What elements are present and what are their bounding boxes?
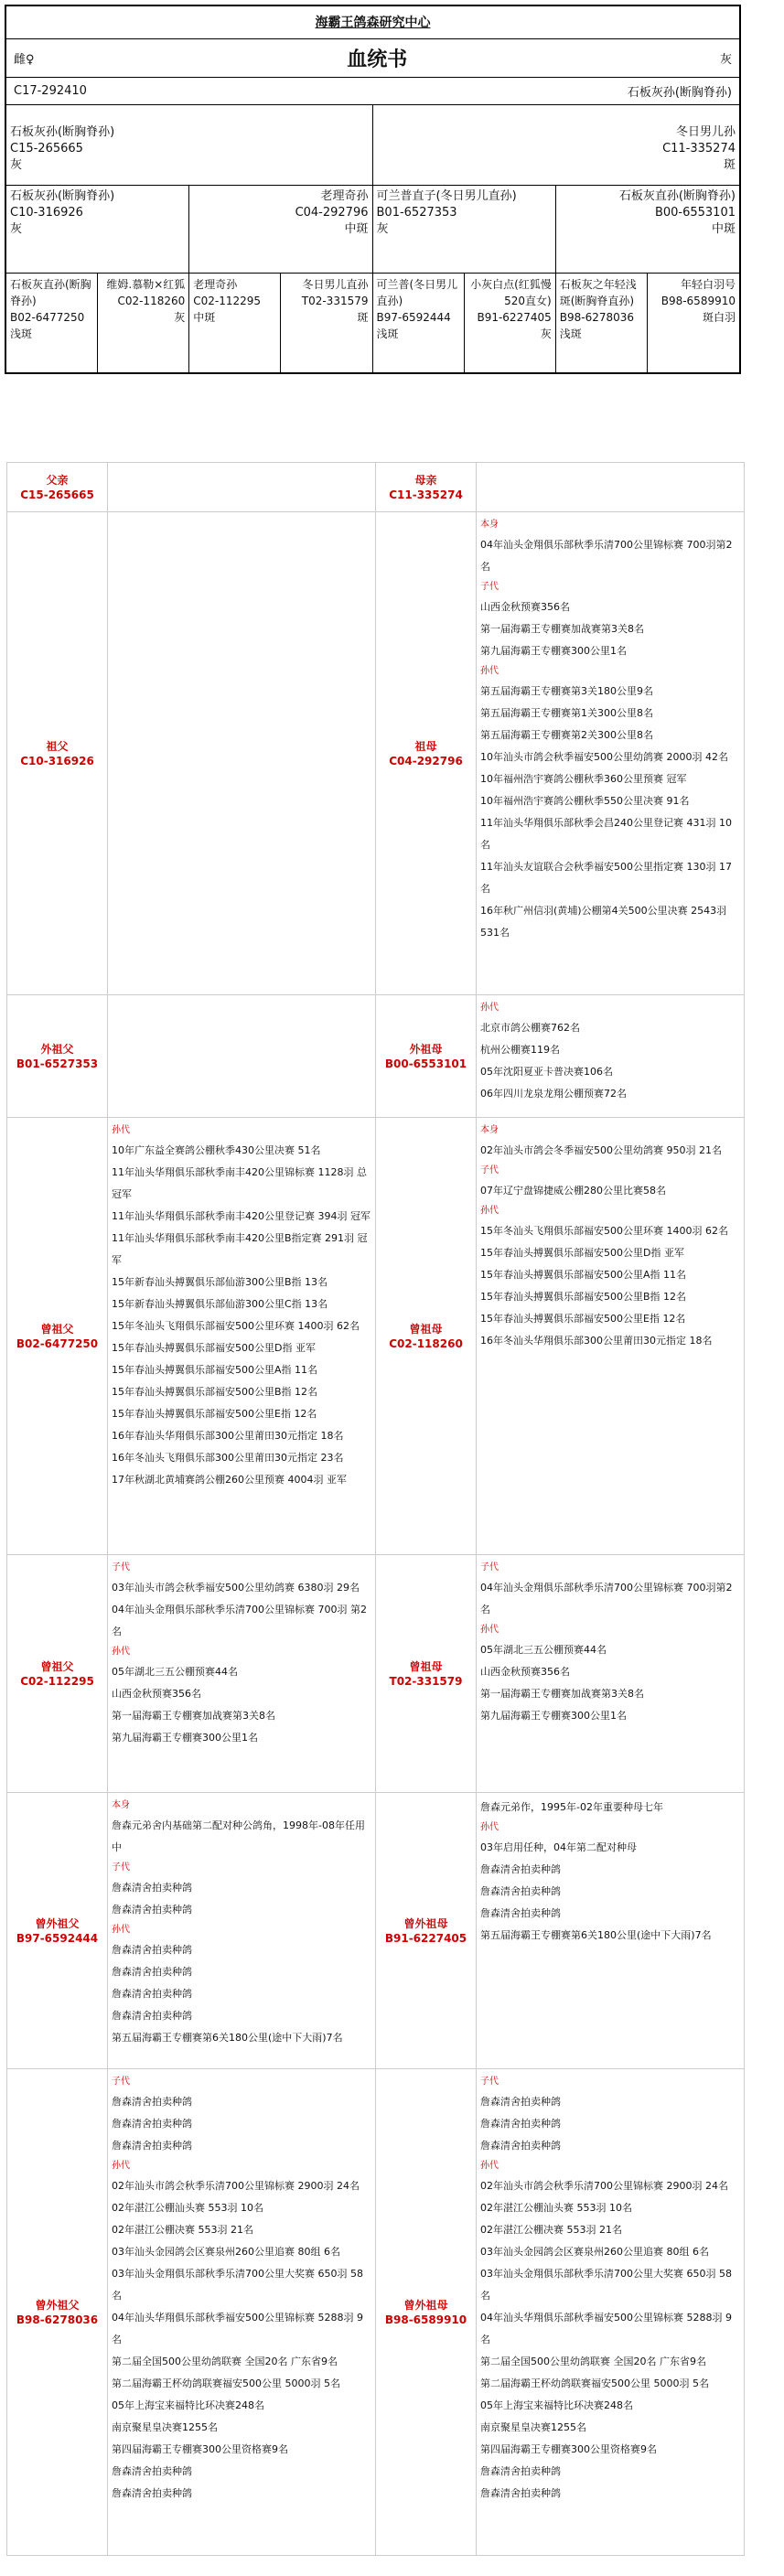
org-name: 海霸王鸽森研究中心: [6, 6, 739, 39]
achievement-item: 04年汕头华翔俱乐部秋季福安500公里锦标赛 5288羽 9名: [112, 2312, 363, 2345]
achievement-item: 詹森清舍拍卖种鸽: [112, 2465, 192, 2477]
achievement-item: 16年冬汕头华翔俱乐部300公里莆田30元指定 18名: [480, 1335, 713, 1347]
achievement-cell: [477, 1793, 745, 2069]
achievement-item: 詹森清舍拍卖种鸽: [112, 2118, 192, 2130]
achievement-cell: [108, 2069, 376, 2556]
achievement-row: [7, 1118, 745, 1555]
achievement-item: 15年春汕头搏翼俱乐部福安500公里E指 12名: [112, 1408, 317, 1420]
achievement-cell: [477, 1555, 745, 1793]
achievement-item: 第五届海霸王专棚赛第6关180公里(途中下大雨)7名: [112, 2032, 343, 2044]
achievement-item: 第五届海霸王专棚赛第1关300公里8名: [480, 707, 653, 719]
achievement-item: 05年上海宝来福特比环决赛248名: [480, 2399, 633, 2411]
achievement-item: 10年汕头市鸽会秋季福安500公里幼鸽赛 2000羽 42名: [480, 751, 728, 763]
achievement-item: 02年汕头市鸽会冬季福安500公里幼鸽赛 950羽 21名: [480, 1144, 722, 1156]
achievement-item: 第九届海霸王专棚赛300公里1名: [480, 1710, 627, 1722]
header-row: [6, 39, 739, 78]
sire-cell: 石板灰孙(断胸脊孙) C15-265665 灰: [6, 105, 373, 185]
section-label: 孙代: [112, 1925, 130, 1935]
achievement-item: 南京聚星皇决赛1255名: [112, 2421, 218, 2433]
section-label: 子代: [480, 1165, 499, 1175]
gen3-cell: 维姆.慕勒×红狐 C02-118260 灰: [98, 274, 189, 372]
achievement-item: 02年汕头市鸽会秋季乐清700公里锦标赛 2900羽 24名: [112, 2180, 360, 2192]
gen1-row: [6, 105, 739, 186]
section-label: 子代: [112, 1562, 130, 1572]
ancestor-ring: B98-6278036: [16, 2313, 99, 2326]
achievement-row: [7, 1793, 745, 2069]
achievement-item: 05年沈阳夏亚卡普决赛106名: [480, 1066, 613, 1078]
ancestor-role: 曾外祖母: [403, 2298, 448, 2312]
achievement-item: 04年汕头金翔俱乐部秋季乐清700公里锦标赛 700羽第2名: [480, 539, 733, 573]
ancestor-ring: C11-335274: [389, 488, 463, 501]
ancestor-name-cell: [376, 2069, 477, 2556]
achievement-item: 詹森清舍拍卖种鸽: [112, 2487, 192, 2499]
gen3-cell: 石板灰之年轻浅斑(断胸脊直孙) B98-6278036 浅斑: [556, 274, 648, 372]
ancestor-role: 父亲: [46, 473, 69, 487]
achievement-item: 詹森清舍拍卖种鸽: [480, 1863, 561, 1875]
gen3-cell: 老理奇孙 C02-112295 中斑: [189, 274, 281, 372]
ancestor-role: 曾外祖母: [403, 1916, 448, 1930]
achievement-row: [7, 2069, 745, 2556]
achievement-item: 04年汕头金翔俱乐部秋季乐清700公里锦标赛 700羽 第2名: [112, 1604, 367, 1637]
ancestor-role: 曾外祖父: [35, 1916, 80, 1930]
achievement-item: 11年汕头华翔俱乐部秋季南丰420公里B指定赛 291羽 冠军: [112, 1232, 368, 1266]
ancestor-role: 曾祖母: [409, 1659, 443, 1673]
achievement-item: 詹森清舍拍卖种鸽: [112, 1988, 192, 2000]
granddam-maternal-cell: 石板灰直孙(断胸脊孙) B00-6553101 中斑: [618, 189, 736, 236]
doc-title: 血统书: [347, 48, 408, 71]
ancestor-name-cell: [376, 1793, 477, 2069]
achievement-row: [7, 995, 745, 1118]
achievement-item: 第四届海霸王专棚赛300公里资格赛9名: [112, 2443, 288, 2455]
ancestor-ring: B97-6592444: [16, 1931, 99, 1945]
achievement-cell: [477, 995, 745, 1118]
ancestor-ring: T02-331579: [389, 1674, 463, 1688]
achievement-item: 第九届海霸王专棚赛300公里1名: [480, 645, 627, 657]
achievement-item: 詹森清舍拍卖种鸽: [480, 2118, 561, 2130]
achievement-item: 15年春汕头搏翼俱乐部福安500公里D指 亚军: [112, 1342, 316, 1354]
ancestor-name-cell: [7, 2069, 108, 2556]
ancestor-name-cell: [7, 512, 108, 995]
grandsire-paternal-cell: 石板灰孙(断胸脊孙) C10-316926 灰: [6, 186, 189, 273]
achievement-cell: [477, 1118, 745, 1555]
section-label: 本身: [112, 1800, 130, 1810]
achievement-item: 詹森清舍拍卖种鸽: [480, 1907, 561, 1919]
section-label: 本身: [480, 1125, 499, 1135]
achievement-item: 詹森清舍拍卖种鸽: [480, 2096, 561, 2108]
achievement-item: 北京市鸽公棚赛762名: [480, 1022, 580, 1034]
achievement-item: 詹森清舍拍卖种鸽: [112, 2140, 192, 2152]
section-label: 子代: [112, 2077, 130, 2087]
achievement-item: 杭州公棚赛119名: [480, 1044, 560, 1056]
achievement-item: 11年汕头友谊联合会秋季福安500公里指定赛 130羽 17名: [480, 861, 732, 895]
achievement-item: 07年辽宁盘锦捷威公棚280公里比赛58名: [480, 1185, 666, 1197]
grandsire-maternal-cell: 可兰普直子(冬日男儿直孙) B01-6527353 灰: [373, 186, 556, 273]
achievement-item: 15年春汕头搏翼俱乐部福安500公里A指 11名: [480, 1269, 687, 1281]
achievement-item: 15年新春汕头搏翼俱乐部仙游300公里C指 13名: [112, 1298, 328, 1310]
achievement-item: 03年启用任种，04年第二配对种母: [480, 1841, 637, 1853]
section-label: 孙代: [480, 1206, 499, 1216]
achievement-row: [7, 1555, 745, 1793]
achievement-item: 第二届海霸王杯幼鸽联赛福安500公里 5000羽 5名: [112, 2377, 340, 2389]
ancestor-role: 祖父: [46, 739, 69, 753]
achievement-item: 16年春汕头华翔俱乐部300公里莆田30元指定 18名: [112, 1430, 344, 1442]
achievement-cell: [108, 1555, 376, 1793]
ancestor-name-cell: [7, 1118, 108, 1555]
gen3-row: [6, 274, 739, 372]
section-label: 孙代: [112, 1125, 130, 1135]
achievement-row: [7, 512, 745, 995]
achievement-cell: [108, 1118, 376, 1555]
id-row: [6, 78, 739, 105]
ring-number: C17-292410: [14, 84, 87, 98]
achievement-item: 16年秋广州信羽(黄埔)公棚第4关500公里决赛 2543羽 531名: [480, 905, 727, 939]
achievement-item: 05年上海宝来福特比环决赛248名: [112, 2399, 264, 2411]
achievement-item: 第二届全国500公里幼鸽联赛 全国20名 广东省9名: [480, 2356, 706, 2367]
achievement-item: 詹森清舍拍卖种鸽: [112, 1904, 192, 1916]
granddam-paternal-cell: 老理奇孙 C04-292796 中斑: [189, 186, 372, 273]
achievement-item: 詹森清舍拍卖种鸽: [112, 1966, 192, 1978]
achievement-item: 06年四川龙泉龙翔公棚预赛72名: [480, 1088, 627, 1100]
ancestor-name-cell: [376, 512, 477, 995]
section-label: 孙代: [480, 1822, 499, 1832]
achievement-item: 15年春汕头搏翼俱乐部福安500公里E指 12名: [480, 1313, 686, 1325]
pedigree-certificate: [5, 5, 741, 374]
achievement-item: 02年湛江公棚决赛 553羽 21名: [480, 2224, 622, 2236]
achievement-item: 17年秋湖北黄埔赛鸽公棚260公里预赛 4004羽 亚军: [112, 1474, 347, 1486]
breed-label: 石板灰孙(断胸脊孙): [627, 86, 732, 100]
achievement-item: 03年汕头金翔俱乐部秋季乐清700公里大奖赛 650羽 58名: [112, 2268, 363, 2302]
achievement-item: 詹森清舍拍卖种鸽: [112, 1944, 192, 1956]
ancestor-ring: B01-6527353: [16, 1057, 99, 1070]
ancestor-ring: B91-6227405: [384, 1931, 467, 1945]
achievement-item: 15年春汕头搏翼俱乐部福安500公里B指 12名: [112, 1386, 318, 1398]
achievement-item: 第四届海霸王专棚赛300公里资格赛9名: [480, 2443, 657, 2455]
achievement-item: 11年汕头华翔俱乐部秋季会昌240公里登记赛 431羽 10名: [480, 817, 732, 851]
achievement-item: 03年汕头金园鸽会区赛泉州260公里追赛 80组 6名: [480, 2246, 709, 2258]
ancestor-role: 外祖母: [409, 1042, 443, 1056]
ancestor-role: 母亲: [414, 473, 437, 487]
gen3-cell: 小灰白点(红狐慢520直女) B91-6227405 灰: [465, 274, 556, 372]
ancestor-ring: B98-6589910: [384, 2313, 467, 2326]
sex-label: 雌♀: [14, 53, 35, 67]
ancestor-ring: C15-265665: [20, 488, 94, 501]
achievement-item: 第九届海霸王专棚赛300公里1名: [112, 1732, 258, 1744]
achievement-item: 10年福州浩宇赛鸽公棚秋季360公里预赛 冠军: [480, 773, 687, 785]
section-label: 孙代: [112, 2161, 130, 2171]
achievement-cell: [477, 2069, 745, 2556]
ancestor-ring: B00-6553101: [384, 1057, 467, 1070]
section-label: 孙代: [112, 1647, 130, 1657]
section-label: 孙代: [480, 1625, 499, 1635]
section-label: 子代: [480, 582, 499, 592]
achievement-item: 02年湛江公棚决赛 553羽 21名: [112, 2224, 253, 2236]
achievement-item: 02年汕头市鸽会秋季乐清700公里锦标赛 2900羽 24名: [480, 2180, 728, 2192]
achievement-item: 詹森清舍拍卖种鸽: [112, 2010, 192, 2022]
achievement-cell: [108, 1793, 376, 2069]
section-label: 子代: [480, 2077, 499, 2087]
achievement-item: 詹森清舍拍卖种鸽: [480, 2140, 561, 2152]
achievement-item: 山西金秋预赛356名: [112, 1688, 201, 1700]
ancestor-ring: B02-6477250: [16, 1336, 99, 1350]
achievement-cell: [477, 512, 745, 995]
achievement-item: 02年湛江公棚汕头赛 553羽 10名: [112, 2202, 263, 2214]
achievement-item: 02年湛江公棚汕头赛 553羽 10名: [480, 2202, 632, 2214]
achievement-item: 第五届海霸王专棚赛第3关180公里9名: [480, 685, 653, 697]
ancestor-ring: C02-118260: [389, 1336, 463, 1350]
achievement-item: 10年广东益全赛鸽公棚秋季430公里决赛 51名: [112, 1144, 321, 1156]
achievement-item: 山西金秋预赛356名: [480, 601, 570, 613]
achievement-item: 05年湖北三五公棚预赛44名: [112, 1666, 238, 1678]
achievement-cell: [477, 463, 745, 512]
achievement-item: 16年冬汕头飞翔俱乐部300公里莆田30元指定 23名: [112, 1452, 344, 1464]
section-label: 孙代: [480, 2161, 499, 2171]
achievement-cell: [108, 995, 376, 1118]
achievement-item: 第二届全国500公里幼鸽联赛 全国20名 广东省9名: [112, 2356, 338, 2367]
ancestor-role: 祖母: [414, 739, 437, 753]
achievement-cell: [108, 512, 376, 995]
ancestor-ring: C02-112295: [20, 1674, 94, 1688]
achievement-item: 詹森清舍拍卖种鸽: [480, 2465, 561, 2477]
section-label: 子代: [480, 1562, 499, 1572]
ancestor-ring: C04-292796: [389, 754, 463, 767]
achievement-item: 15年春汕头搏翼俱乐部福安500公里D指 亚军: [480, 1247, 684, 1259]
achievement-item: 詹森清舍拍卖种鸽: [480, 1885, 561, 1897]
achievement-item: 第五届海霸王专棚赛第2关300公里8名: [480, 729, 653, 741]
ancestor-name-cell: [7, 1793, 108, 2069]
achievement-item: 05年湖北三五公棚预赛44名: [480, 1644, 607, 1656]
achievement-item: 詹森元弟作，1995年-02年重要种母七年: [480, 1801, 663, 1813]
ancestor-name-cell: [376, 463, 477, 512]
achievement-item: 15年春汕头搏翼俱乐部福安500公里B指 12名: [480, 1291, 687, 1303]
ancestor-ring: C10-316926: [20, 754, 94, 767]
achievement-item: 詹森清舍拍卖种鸽: [112, 1882, 192, 1894]
achievement-item: 15年新春汕头搏翼俱乐部仙游300公里B指 13名: [112, 1276, 328, 1288]
achievement-item: 03年汕头金翔俱乐部秋季乐清700公里大奖赛 650羽 58名: [480, 2268, 732, 2302]
achievement-item: 11年汕头华翔俱乐部秋季南丰420公里锦标赛 1128羽 总冠军: [112, 1166, 367, 1200]
achievement-item: 15年春汕头搏翼俱乐部福安500公里A指 11名: [112, 1364, 318, 1376]
achievement-item: 第一届海霸王专棚赛加战赛第3关8名: [480, 1688, 644, 1700]
achievement-item: 詹森清舍拍卖种鸽: [480, 2487, 561, 2499]
achievement-item: 11年汕头华翔俱乐部秋季南丰420公里登记赛 394羽 冠军: [112, 1210, 371, 1222]
achievement-item: 詹森元弟舍内基础第二配对种公鸽角，1998年-08年任用中: [112, 1819, 365, 1853]
gen3-cell: 石板灰直孙(断胸脊孙) B02-6477250 浅斑: [6, 274, 98, 372]
section-label: 子代: [112, 1862, 130, 1873]
achievement-item: 南京聚星皇决赛1255名: [480, 2421, 586, 2433]
gen3-cell: 可兰普(冬日男儿直孙) B97-6592444 浅斑: [373, 274, 465, 372]
achievement-item: 山西金秋预赛356名: [480, 1666, 570, 1678]
achievement-item: 15年冬汕头飞翔俱乐部福安500公里环赛 1400羽 62名: [480, 1225, 728, 1237]
section-label: 本身: [480, 520, 499, 530]
ancestor-name-cell: [7, 463, 108, 512]
achievement-item: 03年汕头金园鸽会区赛泉州260公里追赛 80组 6名: [112, 2246, 340, 2258]
achievement-row: [7, 463, 745, 512]
ancestor-name-cell: [376, 1555, 477, 1793]
achievement-item: 第一届海霸王专棚赛加战赛第3关8名: [480, 623, 644, 635]
achievement-item: 15年冬汕头飞翔俱乐部福安500公里环赛 1400羽 62名: [112, 1320, 360, 1332]
gen3-cell: 年轻白羽号 B98-6589910 斑白羽: [660, 278, 736, 324]
dam-cell: 冬日男儿孙 C11-335274 斑: [662, 125, 736, 172]
achievement-item: 第二届海霸王杯幼鸽联赛福安500公里 5000羽 5名: [480, 2377, 709, 2389]
color-label: 灰: [719, 53, 732, 67]
achievement-item: 04年汕头华翔俱乐部秋季福安500公里锦标赛 5288羽 9名: [480, 2312, 732, 2345]
ancestor-name-cell: [7, 995, 108, 1118]
achievement-item: 詹森清舍拍卖种鸽: [112, 2096, 192, 2108]
section-label: 孙代: [480, 1003, 499, 1013]
gen3-cell: 冬日男儿直孙 T02-331579 斑: [281, 274, 372, 372]
section-label: 孙代: [480, 666, 499, 676]
achievements-table: [6, 462, 745, 2556]
achievement-item: 10年福州浩宇赛鸽公棚秋季550公里决赛 91名: [480, 795, 690, 807]
achievement-item: 04年汕头金翔俱乐部秋季乐清700公里锦标赛 700羽第2名: [480, 1582, 733, 1615]
ancestor-name-cell: [376, 1118, 477, 1555]
ancestor-role: 曾祖母: [409, 1322, 443, 1336]
ancestor-name-cell: [376, 995, 477, 1118]
ancestor-role: 曾祖父: [40, 1659, 74, 1673]
ancestor-role: 曾外祖父: [35, 2298, 80, 2312]
achievement-cell: [108, 463, 376, 512]
achievement-item: 第一届海霸王专棚赛加战赛第3关8名: [112, 1710, 275, 1722]
achievement-item: 03年汕头市鸽会秋季福安500公里幼鸽赛 6380羽 29名: [112, 1582, 360, 1594]
gen2-row: [6, 186, 739, 274]
ancestor-name-cell: [7, 1555, 108, 1793]
ancestor-role: 曾祖父: [40, 1322, 74, 1336]
achievement-item: 第五届海霸王专棚赛第6关180公里(途中下大雨)7名: [480, 1929, 712, 1941]
ancestor-role: 外祖父: [40, 1042, 74, 1056]
